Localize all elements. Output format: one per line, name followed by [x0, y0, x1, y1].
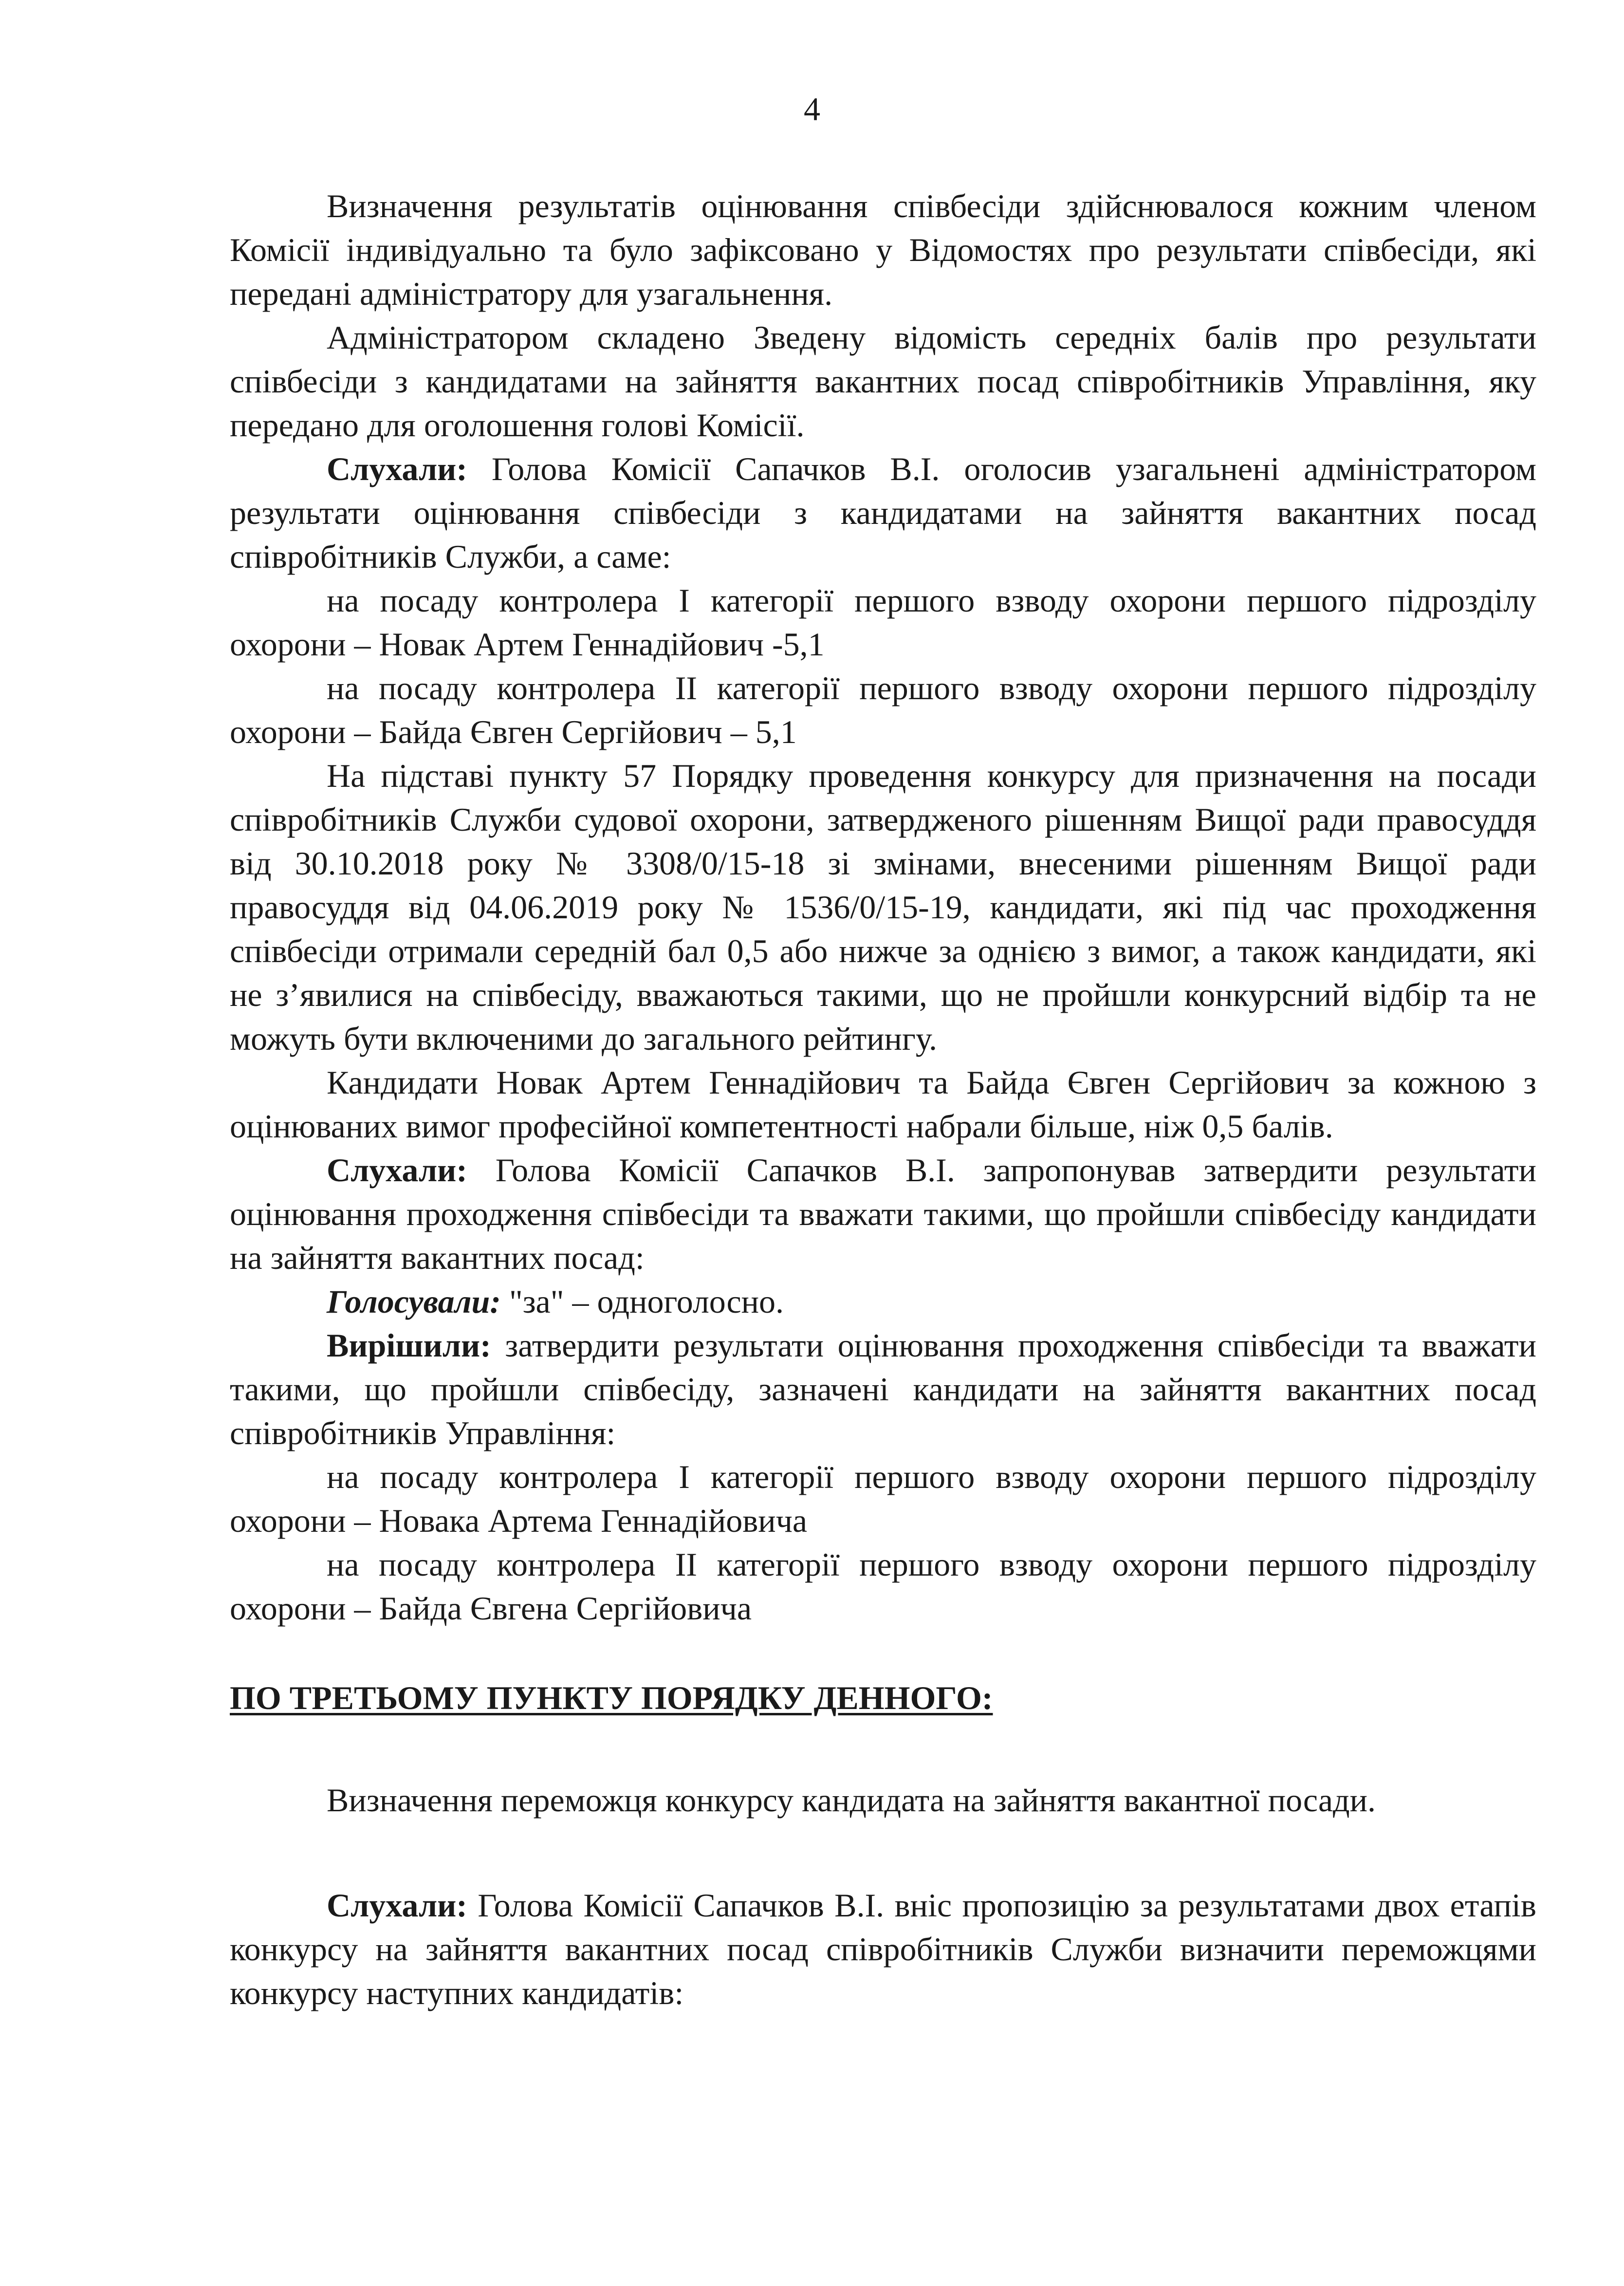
paragraph-agenda-item: Визначення переможця конкурсу кандидата на зайняття вакантної посади. — [327, 1782, 1376, 1819]
page-number: 4 — [804, 91, 820, 128]
section-heading: ПО ТРЕТЬОМУ ПУНКТУ ПОРЯДКУ ДЕННОГО: — [230, 1679, 993, 1716]
heard-text: Голова Комісії Сапачков В.І. запропонував затвердити результати оцінювання проходження співбесіди та вважати такими, що пройшли співбесіду кандидати на зайняття вакантних посад: — [230, 1152, 1536, 1276]
paragraph-heard-announcement — [230, 447, 1536, 578]
decided-text: затвердити результати оцінювання проходження співбесіди та вважати такими, що пройшли співбесіду, зазначені кандидати на зайняття вакантних посад співробітників Управління: — [230, 1327, 1536, 1451]
heard-label: Слухали: — [327, 1887, 467, 1924]
heard-label: Слухали: — [327, 450, 467, 487]
paragraph-heard-winners — [230, 1883, 1536, 2015]
paragraph-decision — [230, 1323, 1536, 1455]
paragraph-heard-proposal — [230, 1148, 1536, 1280]
paragraph-voting — [230, 1280, 1536, 1323]
paragraph-evaluation-procedure: Визначення результатів оцінювання співбесіди здійснювалося кожним членом Комісії індивідуально та було зафіксовано у Відомостях про результати співбесіди, які передані адміністратору для узагальнення. — [230, 187, 1536, 312]
paragraph-candidate-result-1: на посаду контролера І категорії першого взводу охорони першого підрозділу охорони – Новак Артем Геннадійович -5,1 — [230, 582, 1536, 663]
paragraph-approved-candidate-1: на посаду контролера І категорії першого взводу охорони першого підрозділу охорони – Новака Артема Геннадійовича — [230, 1458, 1536, 1539]
paragraph-candidate-result-2: на посаду контролера ІІ категорії першого взводу охорони першого підрозділу охорони – Байда Євген Сергійович – 5,1 — [230, 669, 1536, 750]
voted-label: Голосували: — [327, 1283, 501, 1320]
paragraph-approved-candidate-2: на посаду контролера ІІ категорії першого взводу охорони першого підрозділу охорони – Байда Євгена Сергійовича — [230, 1546, 1536, 1627]
heard-label: Слухали: — [327, 1152, 467, 1189]
paragraph-summary-statement: Адміністратором складено Зведену відомість середніх балів про результати співбесіди з кандидатами на зайняття вакантних посад співробітників Управління, яку передано для оголошення голові Комісії. — [230, 319, 1536, 444]
paragraph-legal-basis: На підставі пункту 57 Порядку проведення конкурсу для призначення на посади співробітників Служби судової охорони, затвердженого рішенням Вищої ради правосуддя від 30.10.2018 року № 3308/0/15-18 зі змінами, внесеними рішенням Вищої ради правосуддя від 04.06.2019 року № 1536/0/15-19, кандидати, які під час проходження співбесіди отримали середній бал 0,5 або нижче за однією з вимог, а також кандидати, які не з’явилися на співбесіду, вважаються такими, що не пройшли конкурсний відбір та не можуть бути включеними до загального рейтингу. — [230, 757, 1536, 1057]
heard-text: Голова Комісії Сапачков В.І. оголосив узагальнені адміністратором результати оцінювання співбесіди з кандидатами на зайняття вакантних посад співробітників Служби, а саме: — [230, 450, 1536, 575]
heard-text: Голова Комісії Сапачков В.І. вніс пропозицію за результатами двох етапів конкурсу на зайняття вакантних посад співробітників Служби визначити переможцями конкурсу наступних кандидатів: — [230, 1887, 1536, 2011]
voted-text: "за" – одноголосно. — [500, 1283, 784, 1320]
paragraph-candidates-score: Кандидати Новак Артем Геннадійович та Байда Євген Сергійович за кожною з оцінюваних вимог професійної компетентності набрали більше, ніж 0,5 балів. — [230, 1064, 1536, 1145]
decided-label: Вирішили: — [327, 1327, 491, 1364]
document-body — [230, 184, 1536, 2015]
